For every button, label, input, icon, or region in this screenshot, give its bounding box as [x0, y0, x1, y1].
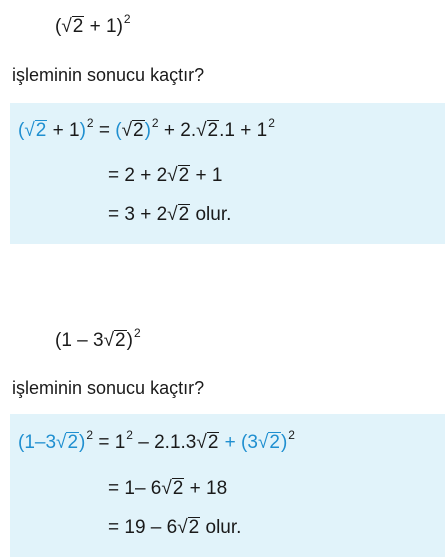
radicand: 2 — [72, 16, 84, 37]
expression-tail: + 1) — [84, 16, 123, 37]
solution-1-line-1: $(√2 + 1)^2 = (√2)^2 + 2.√2.1 + 1^2$ — [18, 116, 275, 141]
problem-1-question: işleminin sonucu kaçtır? — [12, 65, 205, 85]
exponent: 2 — [123, 12, 131, 26]
exponent: 2 — [133, 326, 141, 340]
problem-2-expression — [55, 326, 141, 352]
solution-1-line-3: = 3 + 2√2 olur. — [108, 204, 232, 225]
paren-close: ) — [126, 330, 133, 351]
paren-open: ( — [55, 16, 62, 37]
sqrt-symbol: √2 — [61, 16, 84, 37]
problem-2-question: işleminin sonucu kaçtır? — [12, 378, 205, 398]
solution-2-line-2: = 1– 6√2 + 18 — [108, 478, 228, 499]
sqrt-symbol: √2 — [103, 330, 126, 351]
expression-head: (1 – 3 — [55, 330, 104, 351]
radicand: 2 — [115, 330, 126, 351]
solution-1-line-2: = 2 + 2√2 + 1 — [108, 165, 223, 186]
solution-2-line-1: $(1-3√2)^2 = 1^2 - 2.1.3√2 + (3√2)^2$ — [18, 428, 295, 453]
solution-2-line-3: = 19 – 6√2 olur. — [108, 517, 242, 538]
problem-1-expression — [55, 12, 131, 38]
